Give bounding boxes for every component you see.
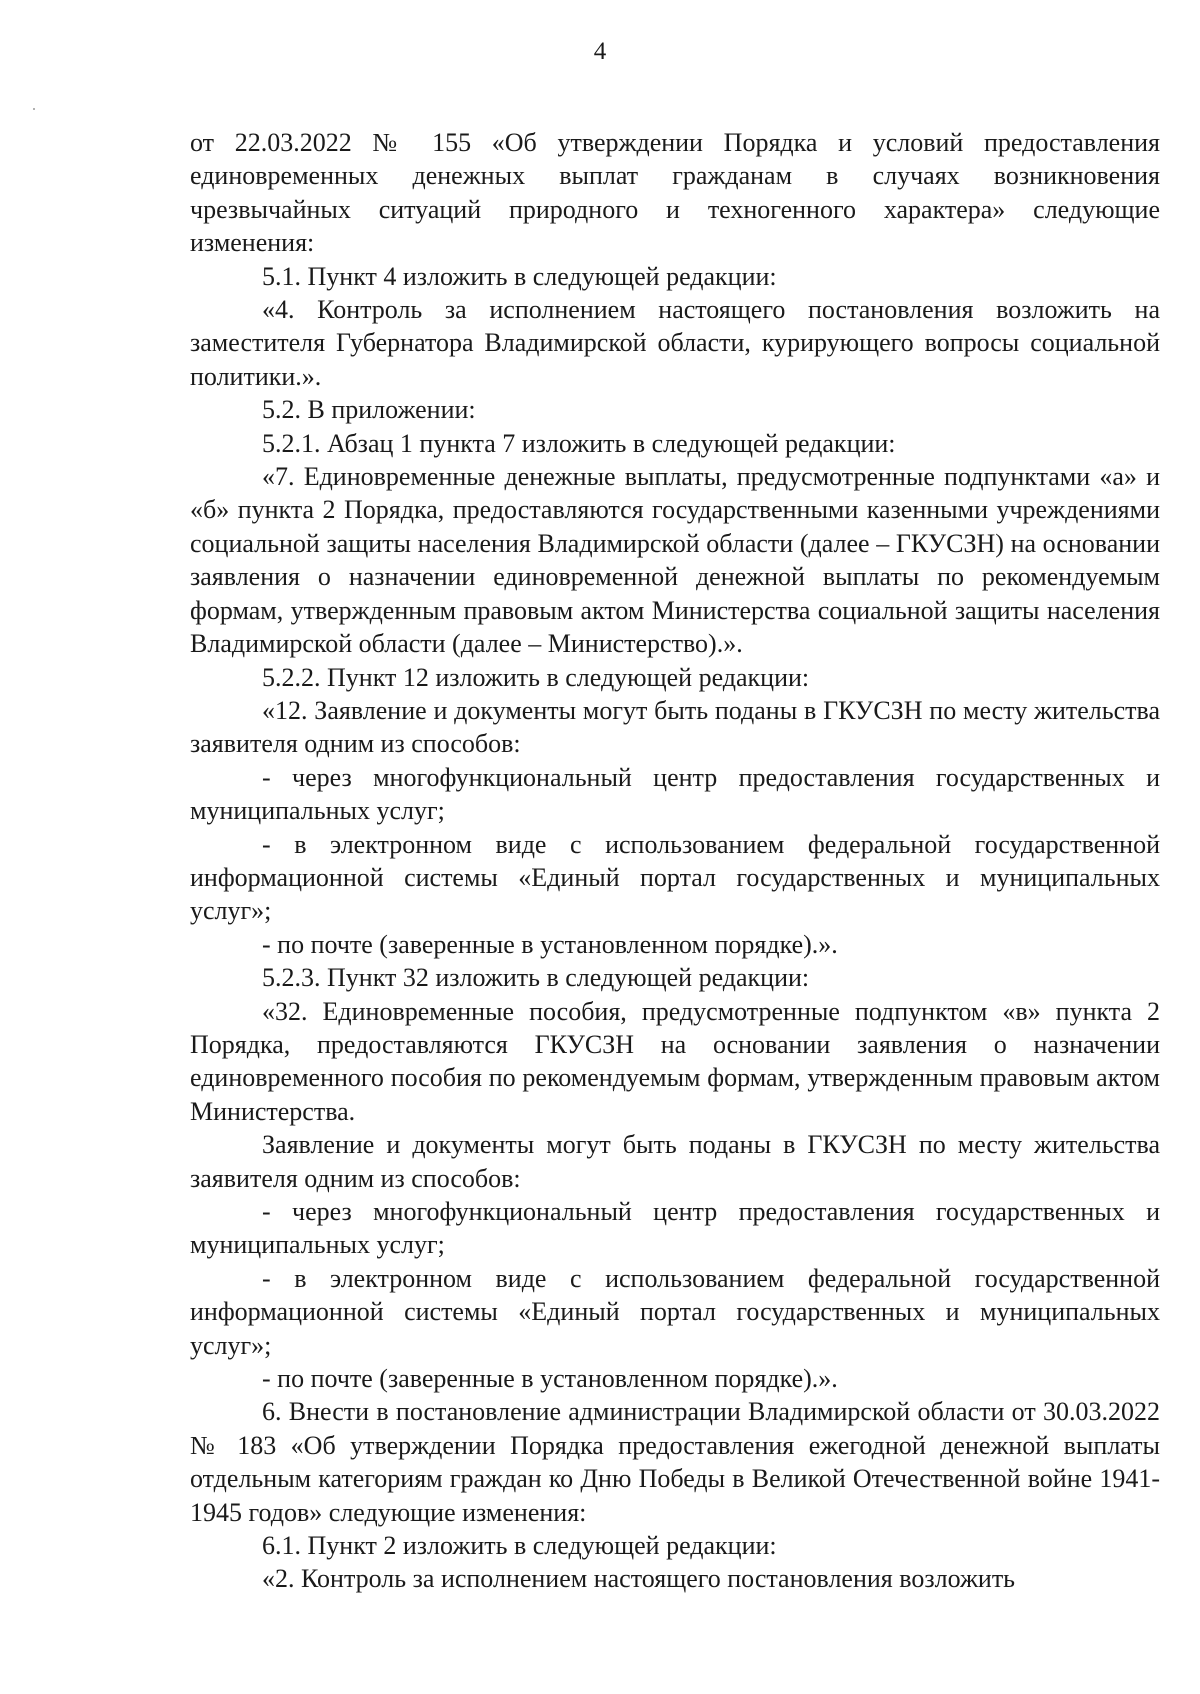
paragraph: - по почте (заверенные в установленном порядке).». [262,1364,838,1394]
paragraph: - в электронном виде с использованием федеральной государственной информационной системы «Единый портал государственных и муниципальных услуг»; [190,829,1160,926]
paragraph: 6.1. Пункт 2 изложить в следующей редакции: [262,1531,777,1561]
scan-speck [33,108,35,110]
paragraph: «4. Контроль за исполнением настоящего постановления возложить на заместителя Губернатора Владимирской области, курирующего вопросы социальной политики.». [190,295,1160,391]
paragraph: «12. Заявление и документы могут быть поданы в ГКУСЗН по месту жительства заявителя одним из способов: [190,695,1160,759]
paragraph: 5.1. Пункт 4 изложить в следующей редакции: [262,261,777,291]
paragraph: 5.2.3. Пункт 32 изложить в следующей редакции: [262,963,810,993]
paragraph: - в электронном виде с использованием федеральной государственной информационной системы «Единый портал государственных и муниципальных услуг»; [190,1263,1160,1360]
paragraph: «7. Единовременные денежные выплаты, предусмотренные подпунктами «а» и «б» пункта 2 Порядка, предоставляются государственными казенными учреждениями социальной защиты населения Владимирской области (далее – ГКУСЗН) на основании заявления о назначении единовременной денежной выплаты по рекомендуемым формам, утвержденным правовым актом Министерства социальной защиты населения Владимирской области (далее – Министерство).». [190,462,1160,659]
paragraph: 5.2. В приложении: [262,395,476,425]
paragraph: 5.2.2. Пункт 12 изложить в следующей редакции: [262,662,810,692]
paragraph: - по почте (заверенные в установленном порядке).». [262,929,838,959]
paragraph: - через многофункциональный центр предоставления государственных и муниципальных услуг; [190,762,1160,826]
paragraph: Заявление и документы могут быть поданы в ГКУСЗН по месту жительства заявителя одним из способов: [190,1130,1160,1193]
paragraph: - через многофункциональный центр предоставления государственных и муниципальных услуг; [190,1197,1160,1260]
paragraph: от 22.03.2022 № 155 «Об утверждении Порядка и условий предоставления единовременных денежных выплат гражданам в случаях возникновения чрезвычайных ситуаций природного и техногенного характера» следующие изменения: [190,128,1160,258]
paragraph: «2. Контроль за исполнением настоящего постановления возложить [262,1564,1016,1594]
paragraph: 5.2.1. Абзац 1 пункта 7 изложить в следующей редакции: [262,428,896,458]
paragraph: 6. Внести в постановление администрации Владимирской области от 30.03.2022 № 183 «Об утверждении Порядка предоставления ежегодной денежной выплаты отдельным категориям граждан ко Дню Победы в Великой Отечественной войне 1941-1945 годов» следующие изменения: [190,1397,1160,1527]
document-body [190,126,1160,1596]
paragraph: «32. Единовременные пособия, предусмотренные подпунктом «в» пункта 2 Порядка, предоставляются ГКУСЗН на основании заявления о назначении единовременного пособия по рекомендуемым формам, утвержденным правовым актом Министерства. [190,996,1160,1126]
page-number: 4 [593,38,607,65]
